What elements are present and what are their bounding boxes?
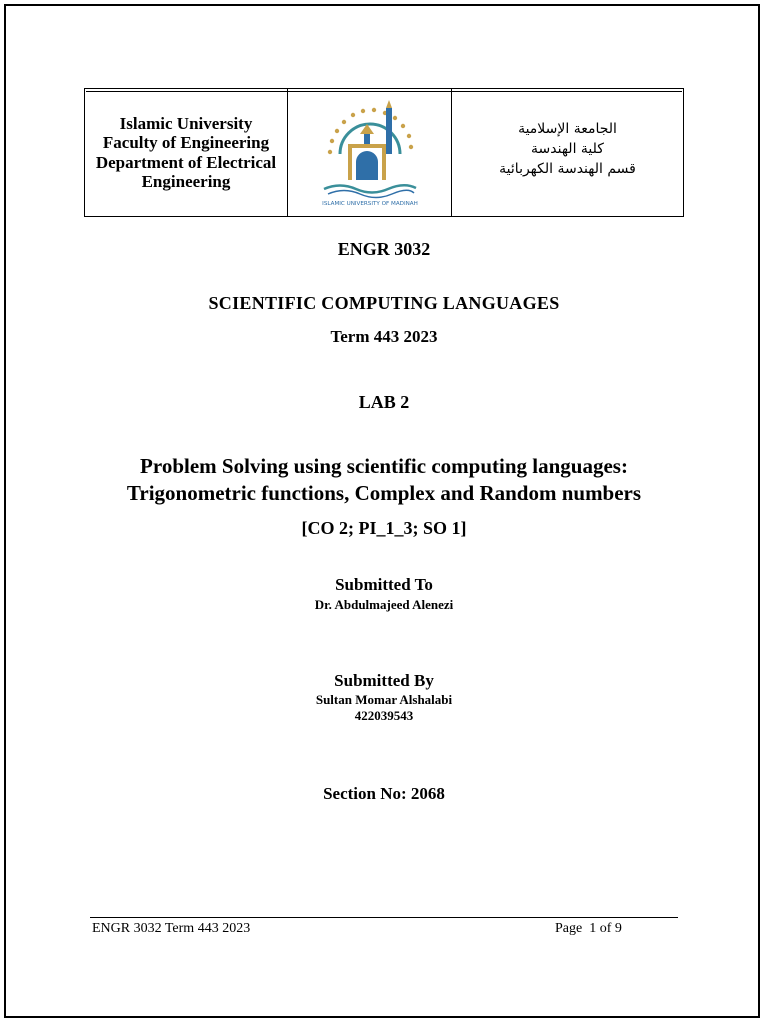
logo-caption: ISLAMIC UNIVERSITY OF MADINAH bbox=[321, 200, 418, 207]
submitted-to-name: Dr. Abdulmajeed Alenezi bbox=[314, 597, 454, 612]
university-logo bbox=[310, 94, 430, 212]
student-id: 422039543 bbox=[354, 708, 414, 723]
header-right-line-1: الجامعة الإسلامية bbox=[518, 121, 617, 137]
header-left-line-2: Faculty of Engineering bbox=[102, 133, 270, 152]
submitted-by-name: Sultan Momar Alshalabi bbox=[315, 692, 453, 707]
course-title: SCIENTIFIC COMPUTING LANGUAGES bbox=[208, 293, 560, 313]
section-number: Section No: 2068 bbox=[323, 784, 445, 803]
header-right-line-3: قسم الهندسة الكهربائية bbox=[499, 161, 636, 177]
course-outcomes: [CO 2; PI_1_3; SO 1] bbox=[301, 518, 467, 538]
header-left-line-4: Engineering bbox=[141, 172, 231, 191]
problem-title bbox=[0, 453, 768, 507]
header-left-line-3: Department of Electrical bbox=[95, 152, 277, 172]
submitted-to-label: Submitted To bbox=[335, 575, 433, 594]
problem-title-line-2: Trigonometric functions, Complex and Random numbers bbox=[126, 481, 642, 505]
term: Term 443 2023 bbox=[330, 327, 438, 346]
problem-title-line-1: Problem Solving using scientific computing languages: bbox=[140, 454, 628, 478]
logo-cell bbox=[288, 89, 452, 216]
footer-course-term: ENGR 3032 Term 443 2023 bbox=[92, 921, 251, 936]
submitted-by-label: Submitted By bbox=[334, 671, 434, 690]
course-code: ENGR 3032 bbox=[337, 239, 431, 259]
university-name-english bbox=[85, 89, 288, 216]
footer-page-number: Page 1 of 9 bbox=[555, 921, 622, 936]
header-table bbox=[84, 88, 684, 217]
footer-divider bbox=[90, 917, 678, 918]
university-name-arabic bbox=[452, 89, 683, 216]
lab-number: LAB 2 bbox=[358, 392, 410, 412]
header-left-line-1: Islamic University bbox=[119, 113, 253, 133]
header-right-line-2: كلية الهندسة bbox=[531, 141, 604, 157]
